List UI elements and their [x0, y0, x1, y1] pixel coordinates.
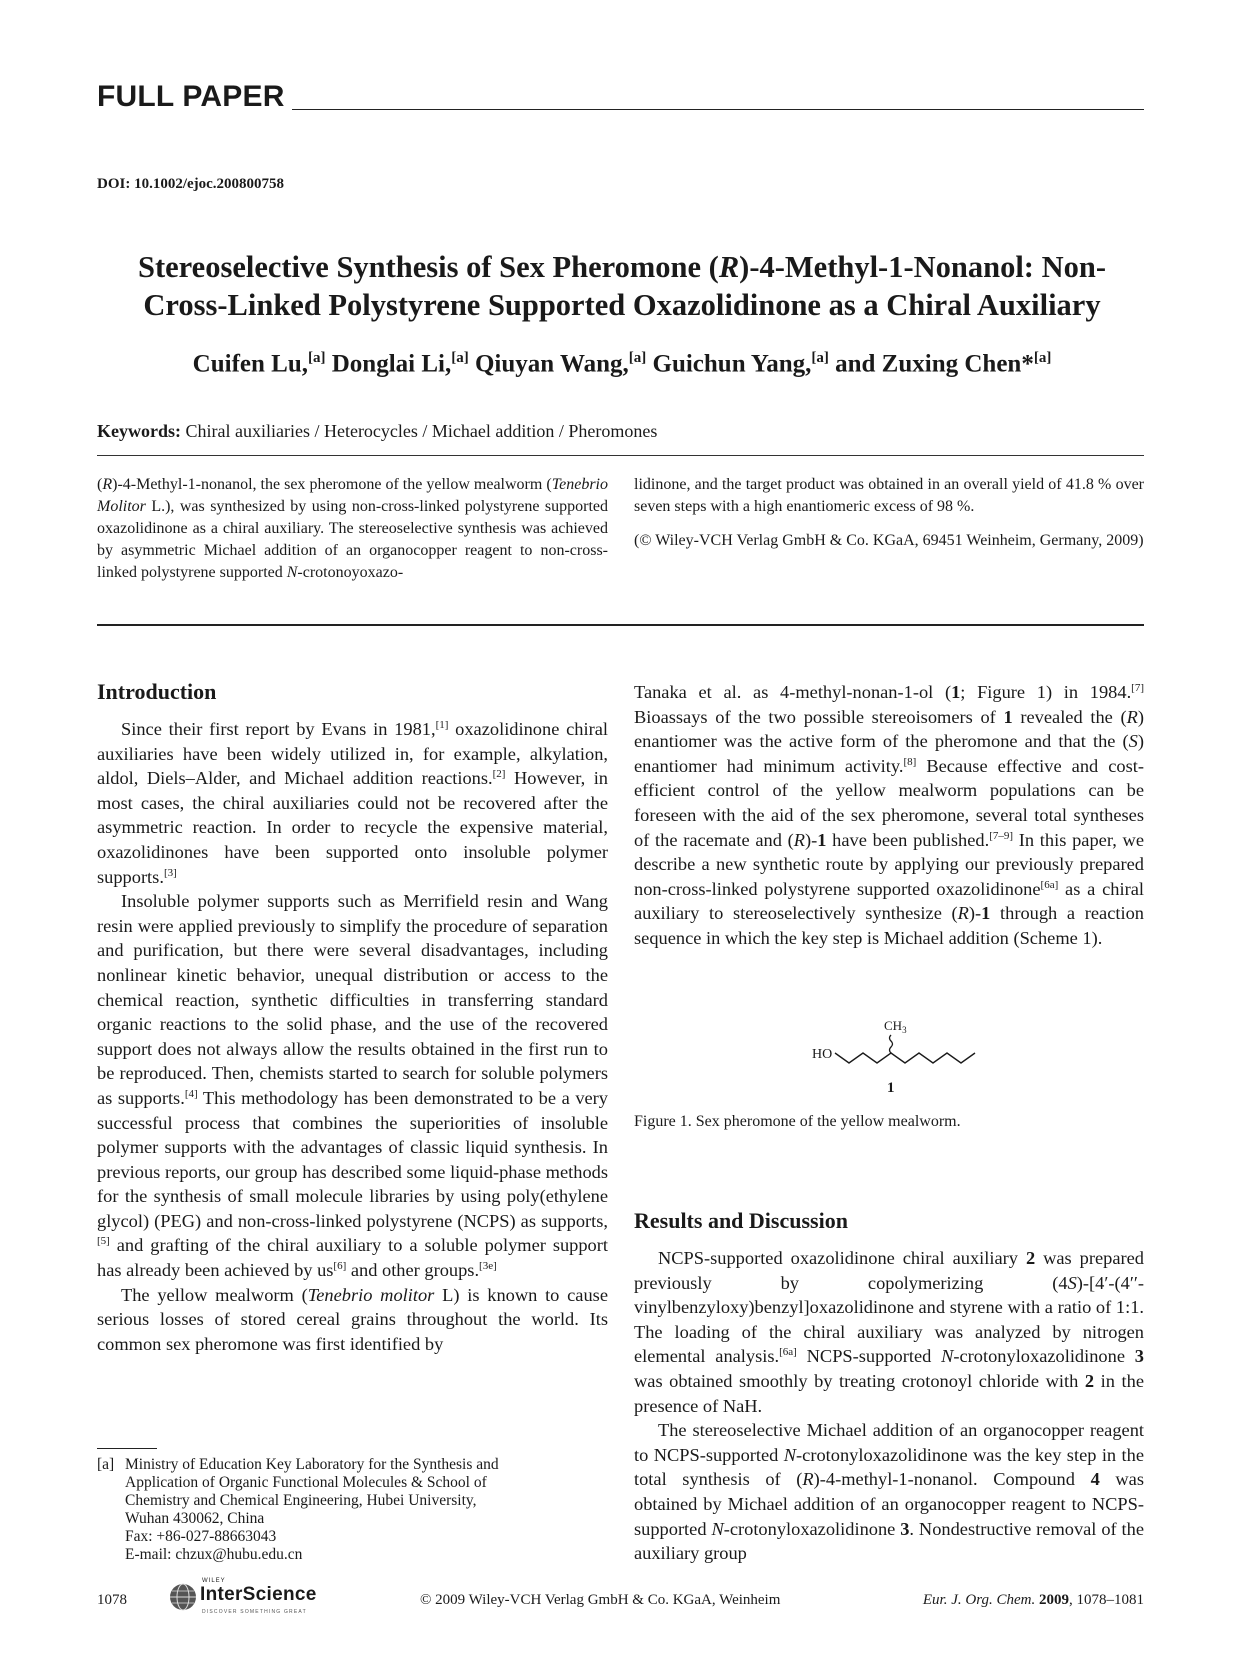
stereo-bond	[890, 1035, 893, 1053]
hydroxyl-label: HO	[812, 1047, 833, 1062]
footnote-line: Application of Organic Functional Molecules & School of	[125, 1474, 487, 1491]
compound-number: 1	[887, 1080, 895, 1095]
journal-name: Eur. J. Org. Chem.	[922, 1592, 1036, 1608]
methyl-label: $CH_3$	[884, 1018, 907, 1035]
affiliation-marker: [a]	[451, 350, 469, 366]
interscience-logo	[168, 1578, 348, 1620]
footnote-line: Wuhan 430062, China	[125, 1510, 265, 1527]
author-name: Guichun Yang,	[652, 350, 812, 378]
carbon-chain	[835, 1053, 975, 1063]
abstract-copyright: (© Wiley-VCH Verlag GmbH & Co. KGaA, 69451 Weinheim, Germany, 2009)	[634, 532, 1144, 549]
figure-1-structure	[800, 1010, 990, 1095]
keywords	[97, 421, 657, 442]
footnote-line: Ministry of Education Key Laboratory for the Synthesis and	[125, 1456, 499, 1473]
page-number: 1078	[97, 1592, 127, 1608]
author-name: Donglai Li,	[331, 350, 452, 378]
affiliation-marker: [a]	[1033, 350, 1052, 366]
paragraph: Tanaka et al. as 4-methyl-nonan-1-ol (1; Figure 1) in 1984.[7] Bioassays of the two possible stereoisomers of 1 revealed the (R) enantiomer was the active form of the pheromone and that the (S) enantiomer had minimum activity.[8] Because effective and cost-efficient control of the yellow mealworm populations can be foreseen with the aid of the sex pheromone, several total syntheses of the racemate and (R)-1 have been published.[7–9] In this paper, we describe a new synthetic route by applying our previously prepared non-cross-linked polystyrene supported oxazolidinone[6a] as a chiral auxiliary to stereoselectively synthesize (R)-1 through a reaction sequence in which the key step is Michael addition (Scheme 1).	[634, 681, 1144, 948]
doi: DOI: 10.1002/ejoc.200800758	[97, 176, 285, 192]
logo-tagline: DISCOVER SOMETHING GREAT	[202, 1609, 307, 1615]
footnote-marker: [a]	[97, 1456, 115, 1473]
keywords-label: Keywords:	[97, 421, 181, 441]
section-label: FULL PAPER	[97, 80, 285, 113]
heading-results: Results and Discussion	[634, 1208, 848, 1233]
body-column-left	[97, 717, 608, 1356]
figure-caption: Figure 1. Sex pheromone of the yellow mealworm.	[634, 1113, 961, 1130]
header-rule	[292, 109, 1144, 110]
keywords-rule	[97, 455, 1144, 456]
abstract-text-right: lidinone, and the target product was obtained in an overall yield of 41.8 % over seven steps with a high enantiomeric excess of 98 %.	[634, 476, 1144, 515]
title-line-2: Cross-Linked Polystyrene Supported Oxazolidinone as a Chiral Auxiliary	[143, 288, 1101, 322]
footnote-line: Chemistry and Chemical Engineering, Hubei University,	[125, 1492, 477, 1509]
affiliation-marker: [a]	[307, 350, 326, 366]
affiliation-marker: [a]	[628, 350, 647, 366]
keywords-list: Chiral auxiliaries / Heterocycles / Michael addition / Pheromones	[185, 421, 658, 441]
paragraph: Insoluble polymer supports such as Merrifield resin and Wang resin were applied previously to simplify the procedure of separation and purification, but there were several disadvantages, including nonlinear kinetic behavior, unequal distribution or access to the chemical reaction, synthetic difficulties in transferring standard organic reactions to the solid phase, and the use of the recovered support does not always allow the results obtained in the first run to be reproduced. Then, chemists started to search for soluble polymers as supports.[4] This methodology has been demonstrated to be a very successful process that combines the superiorities of insoluble polymer supports with the advantages of classic liquid synthesis. In previous reports, our group has described some liquid-phase methods for the synthesis of small molecule libraries by using poly(ethylene glycol) (PEG) and non-cross-linked polystyrene (NCPS) as supports,[5] and grafting of the chiral auxiliary to a soluble polymer support has already been achieved by us[6] and other groups.[3e]	[97, 891, 609, 1281]
author-name: Cuifen Lu,	[192, 350, 308, 378]
journal-year: 2009	[1039, 1592, 1069, 1608]
body-column-right	[634, 680, 1144, 951]
logo-interscience: InterScience	[200, 1584, 317, 1605]
heading-introduction: Introduction	[97, 679, 217, 704]
affiliation-marker: [a]	[811, 350, 829, 366]
author-name: Qiuyan Wang,	[474, 350, 629, 378]
footnote-line: Fax: +86-027-88663043	[125, 1528, 277, 1545]
logo-wiley: WILEY	[202, 1578, 226, 1584]
paragraph: Since their first report by Evans in 1981,[1] oxazolidinone chiral auxiliaries have been widely utilized in, for example, alkylation, aldol, Diels–Alder, and Michael addition reactions.[2] However, in most cases, the chiral auxiliaries could not be recovered after the asymmetric reaction. In order to recycle the expensive material, oxazolidinones have been supported onto insoluble polymer supports.[3]	[97, 718, 608, 887]
footer-copyright: © 2009 Wiley-VCH Verlag GmbH & Co. KGaA, Weinheim	[420, 1592, 781, 1608]
author-name: and Zuxing Chen*	[835, 350, 1034, 378]
footnote-line: E-mail: chzux@hubu.edu.cn	[125, 1546, 303, 1563]
abstract-left	[97, 474, 608, 584]
title-line-1: Stereoselective Synthesis of Sex Pheromone (R)-4-Methyl-1-Nonanol: Non-	[138, 250, 1106, 284]
paragraph: The yellow mealworm (Tenebrio molitor L) is known to cause serious losses of stored cereal grains throughout the world. Its common sex pheromone was first identified by	[97, 1284, 608, 1354]
journal-citation	[880, 1592, 1144, 1609]
body-column-right-results	[634, 1246, 1144, 1566]
abstract-text-left: (R)-4-Methyl-1-nonanol, the sex pheromone of the yellow mealworm (Tenebrio Molitor L.), was synthesized by using non-cross-linked polystyrene supported oxazolidinone as a chiral auxiliary. The stereoselective synthesis was achieved by asymmetric Michael addition of an organocopper reagent to non-cross-linked polystyrene supported N-crotonoyoxazo-	[97, 476, 608, 581]
paragraph: The stereoselective Michael addition of an organocopper reagent to NCPS-supported N-crotonyloxazolidinone was the key step in the total synthesis of (R)-4-methyl-1-nonanol. Compound 4 was obtained by Michael addition of an organocopper reagent to NCPS-supported N-crotonyloxazolidinone 3. Nondestructive removal of the auxiliary group	[634, 1420, 1144, 1564]
abstract-rule	[97, 624, 1144, 626]
paragraph: NCPS-supported oxazolidinone chiral auxiliary 2 was prepared previously by copolymerizing (4S)-[4′-(4′′-vinylbenzyloxy)benzyl]oxazolidinone and styrene with a ratio of 1:1. The loading of the chiral auxiliary was analyzed by nitrogen elemental analysis.[6a] NCPS-supported N-crotonyloxazolidinone 3 was obtained smoothly by treating crotonoyl chloride with 2 in the presence of NaH.	[634, 1248, 1144, 1416]
abstract-right	[634, 474, 1144, 552]
author-list	[100, 350, 1144, 378]
globe-icon	[168, 1582, 198, 1612]
article-title	[100, 248, 1144, 324]
journal-pages: , 1078–1081	[1069, 1592, 1144, 1608]
footnote-rule	[97, 1448, 157, 1449]
